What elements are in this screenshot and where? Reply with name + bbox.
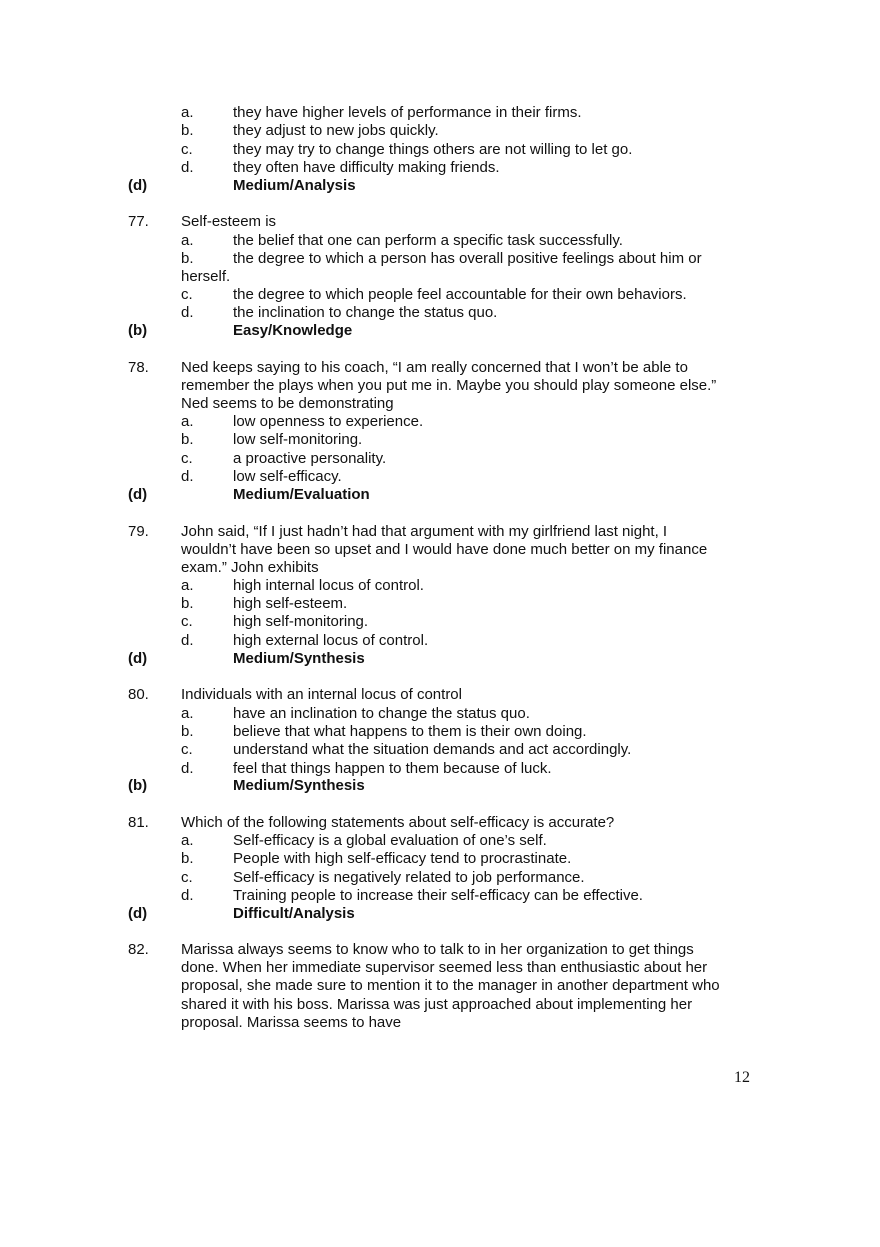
question-stem: shared it with his boss. Marissa was just approached about implementing her xyxy=(181,996,693,1013)
difficulty-label: Easy/Knowledge xyxy=(233,322,353,339)
option-text: the inclination to change the status quo. xyxy=(233,304,498,321)
answer-key: (b) xyxy=(128,322,148,339)
question-number: 80. xyxy=(128,686,149,703)
difficulty-label: Difficult/Analysis xyxy=(233,905,355,922)
question-number: 78. xyxy=(128,359,149,376)
difficulty-label: Medium/Synthesis xyxy=(233,650,365,667)
option-text: believe that what happens to them is their own doing. xyxy=(233,723,587,740)
option-text: they have higher levels of performance in their firms. xyxy=(233,104,582,121)
option-text: understand what the situation demands and act accordingly. xyxy=(233,741,632,758)
question-stem: John said, “If I just hadn’t had that argument with my girlfriend last night, I xyxy=(181,523,668,540)
page-number: 12 xyxy=(734,1069,750,1086)
option-text: feel that things happen to them because of luck. xyxy=(233,760,552,777)
answer-key: (d) xyxy=(128,486,148,503)
option-text: high external locus of control. xyxy=(233,632,429,649)
option-text: a proactive personality. xyxy=(233,450,387,467)
answer-key: (d) xyxy=(128,650,148,667)
option-letter: a. xyxy=(181,832,194,849)
option-letter: b. xyxy=(181,595,194,612)
option-letter: a. xyxy=(181,104,194,121)
question-stem: done. When her immediate supervisor seemed less than enthusiastic about her xyxy=(181,959,708,976)
option-text: Self-efficacy is a global evaluation of one’s self. xyxy=(233,832,547,849)
question-stem: Self-esteem is xyxy=(181,213,277,230)
option-letter: b. xyxy=(181,850,194,867)
option-text: they often have difficulty making friends. xyxy=(233,159,500,176)
option-text: they may try to change things others are not willing to let go. xyxy=(233,141,633,158)
difficulty-label: Medium/Evaluation xyxy=(233,486,370,503)
answer-key: (d) xyxy=(128,177,148,194)
option-text: low self-monitoring. xyxy=(233,431,363,448)
question-stem: proposal. Marissa seems to have xyxy=(181,1014,402,1031)
option-letter: b. xyxy=(181,723,194,740)
option-letter: a. xyxy=(181,705,194,722)
option-text: high self-esteem. xyxy=(233,595,348,612)
question-number: 81. xyxy=(128,814,149,831)
option-letter: d. xyxy=(181,760,194,777)
option-letter: c. xyxy=(181,286,193,303)
option-text: the belief that one can perform a specific task successfully. xyxy=(233,232,623,249)
option-letter: d. xyxy=(181,159,194,176)
option-text: the degree to which a person has overall positive feelings about him or xyxy=(233,250,702,267)
question-stem: exam.” John exhibits xyxy=(181,559,319,576)
option-text: the degree to which people feel accountable for their own behaviors. xyxy=(233,286,687,303)
question-number: 77. xyxy=(128,213,149,230)
question-stem: wouldn’t have been so upset and I would have done much better on my finance xyxy=(181,541,708,558)
option-text: low self-efficacy. xyxy=(233,468,342,485)
option-text: low openness to experience. xyxy=(233,413,424,430)
option-text: high internal locus of control. xyxy=(233,577,424,594)
option-letter: a. xyxy=(181,577,194,594)
option-text: they adjust to new jobs quickly. xyxy=(233,122,439,139)
question-stem: Ned seems to be demonstrating xyxy=(181,395,394,412)
option-letter: c. xyxy=(181,450,193,467)
option-text: have an inclination to change the status quo. xyxy=(233,705,530,722)
option-text-continued: herself. xyxy=(181,268,231,285)
question-stem: Ned keeps saying to his coach, “I am really concerned that I won’t be able to xyxy=(181,359,688,376)
option-letter: d. xyxy=(181,304,194,321)
question-stem: Marissa always seems to know who to talk to in her organization to get things xyxy=(181,941,694,958)
option-letter: a. xyxy=(181,413,194,430)
difficulty-label: Medium/Synthesis xyxy=(233,777,365,794)
option-letter: c. xyxy=(181,741,193,758)
question-stem: Individuals with an internal locus of control xyxy=(181,686,462,703)
answer-key: (b) xyxy=(128,777,148,794)
option-text: People with high self-efficacy tend to procrastinate. xyxy=(233,850,572,867)
option-text: high self-monitoring. xyxy=(233,613,369,630)
option-text: Training people to increase their self-efficacy can be effective. xyxy=(233,887,643,904)
question-stem: remember the plays when you put me in. Maybe you should play someone else.” xyxy=(181,377,717,394)
option-letter: b. xyxy=(181,431,194,448)
question-stem: proposal, she made sure to mention it to the manager in another department who xyxy=(181,977,720,994)
option-letter: b. xyxy=(181,122,194,139)
option-letter: a. xyxy=(181,232,194,249)
question-number: 82. xyxy=(128,941,149,958)
option-letter: c. xyxy=(181,869,193,886)
question-number: 79. xyxy=(128,523,149,540)
question-stem: Which of the following statements about self-efficacy is accurate? xyxy=(181,814,615,831)
answer-key: (d) xyxy=(128,905,148,922)
option-letter: c. xyxy=(181,613,193,630)
option-letter: d. xyxy=(181,632,194,649)
option-letter: c. xyxy=(181,141,193,158)
option-letter: d. xyxy=(181,468,194,485)
option-text: Self-efficacy is negatively related to job performance. xyxy=(233,869,585,886)
option-letter: d. xyxy=(181,887,194,904)
option-letter: b. xyxy=(181,250,194,267)
difficulty-label: Medium/Analysis xyxy=(233,177,356,194)
